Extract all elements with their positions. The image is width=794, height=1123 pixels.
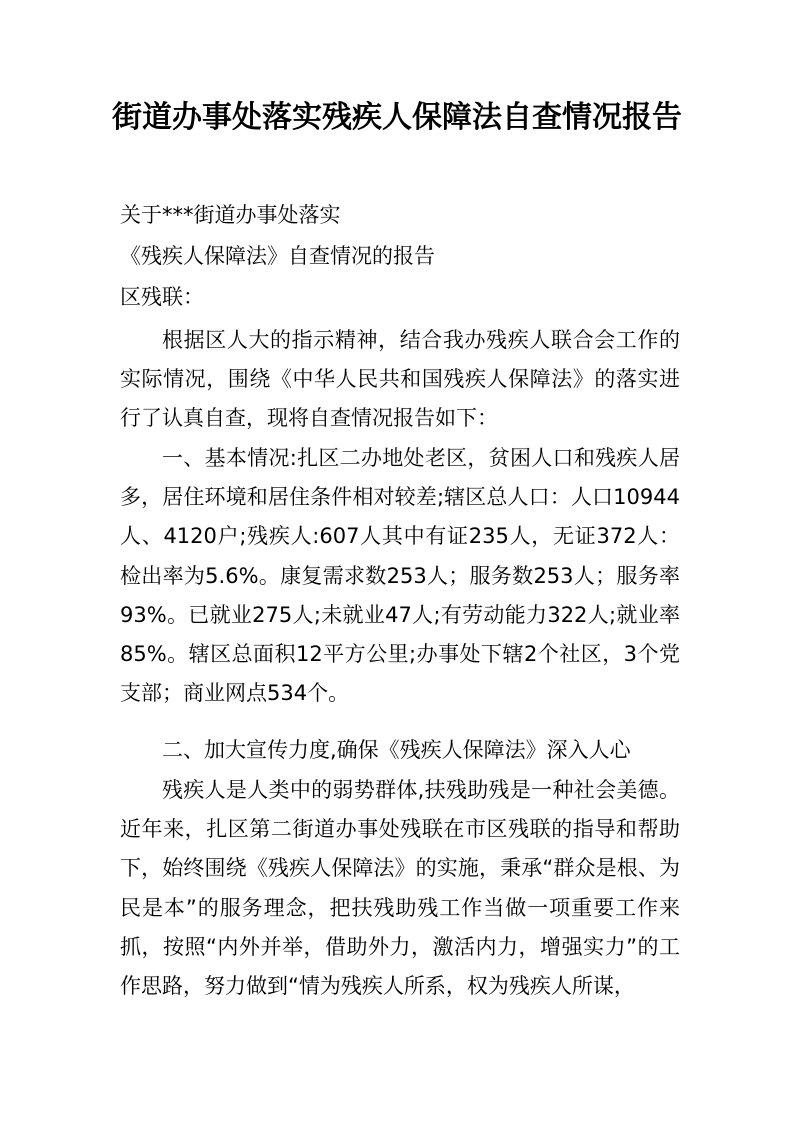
heading-line-1: 关于***街道办事处落实: [120, 203, 341, 227]
section-heading-publicity: 二、加大宣传力度,确保《残疾人保障法》深入人心: [162, 738, 631, 762]
paragraph-intro: 根据区人大的指示精神，结合我办残疾人联合会工作的实际情况，围绕《中华人民共和国残疾人保障法》的落实进行了认真自查，现将自查情况报告如下：: [120, 328, 680, 431]
heading-line-2: 《残疾人保障法》自查情况的报告: [120, 244, 435, 268]
salutation: 区残联：: [120, 285, 204, 309]
paragraph-basic-situation: 一、基本情况:扎区二办地处老区，贫困人口和残疾人居多，居住环境和居住条件相对较差;辖区总人口：人口10944人、4120户;残疾人:607人其中有证235人，无证372人：检出率为5.6%。康复需求数253人；服务数253人；服务率93%。已就业275人;未就业47人;有劳动能力322人;就业率85%。辖区总面积12平方公里;办事处下辖2个社区，3个党支部；商业网点534个。: [120, 446, 680, 706]
paragraph-publicity: 残疾人是人类中的弱势群体,扶残助残是一种社会美德。近年来，扎区第二街道办事处残联在市区残联的指导和帮助下，始终围绕《残疾人保障法》的实施，秉承“群众是根、为民是本”的服务理念，把扶残助残工作当做一项重要工作来抓，按照“内外并举，借助外力，激活内力，增强实力”的工作思路，努力做到“情为残疾人所系，权为残疾人所谋，: [120, 778, 680, 999]
document-title: 街道办事处落实残疾人保障法自查情况报告: [112, 100, 682, 135]
